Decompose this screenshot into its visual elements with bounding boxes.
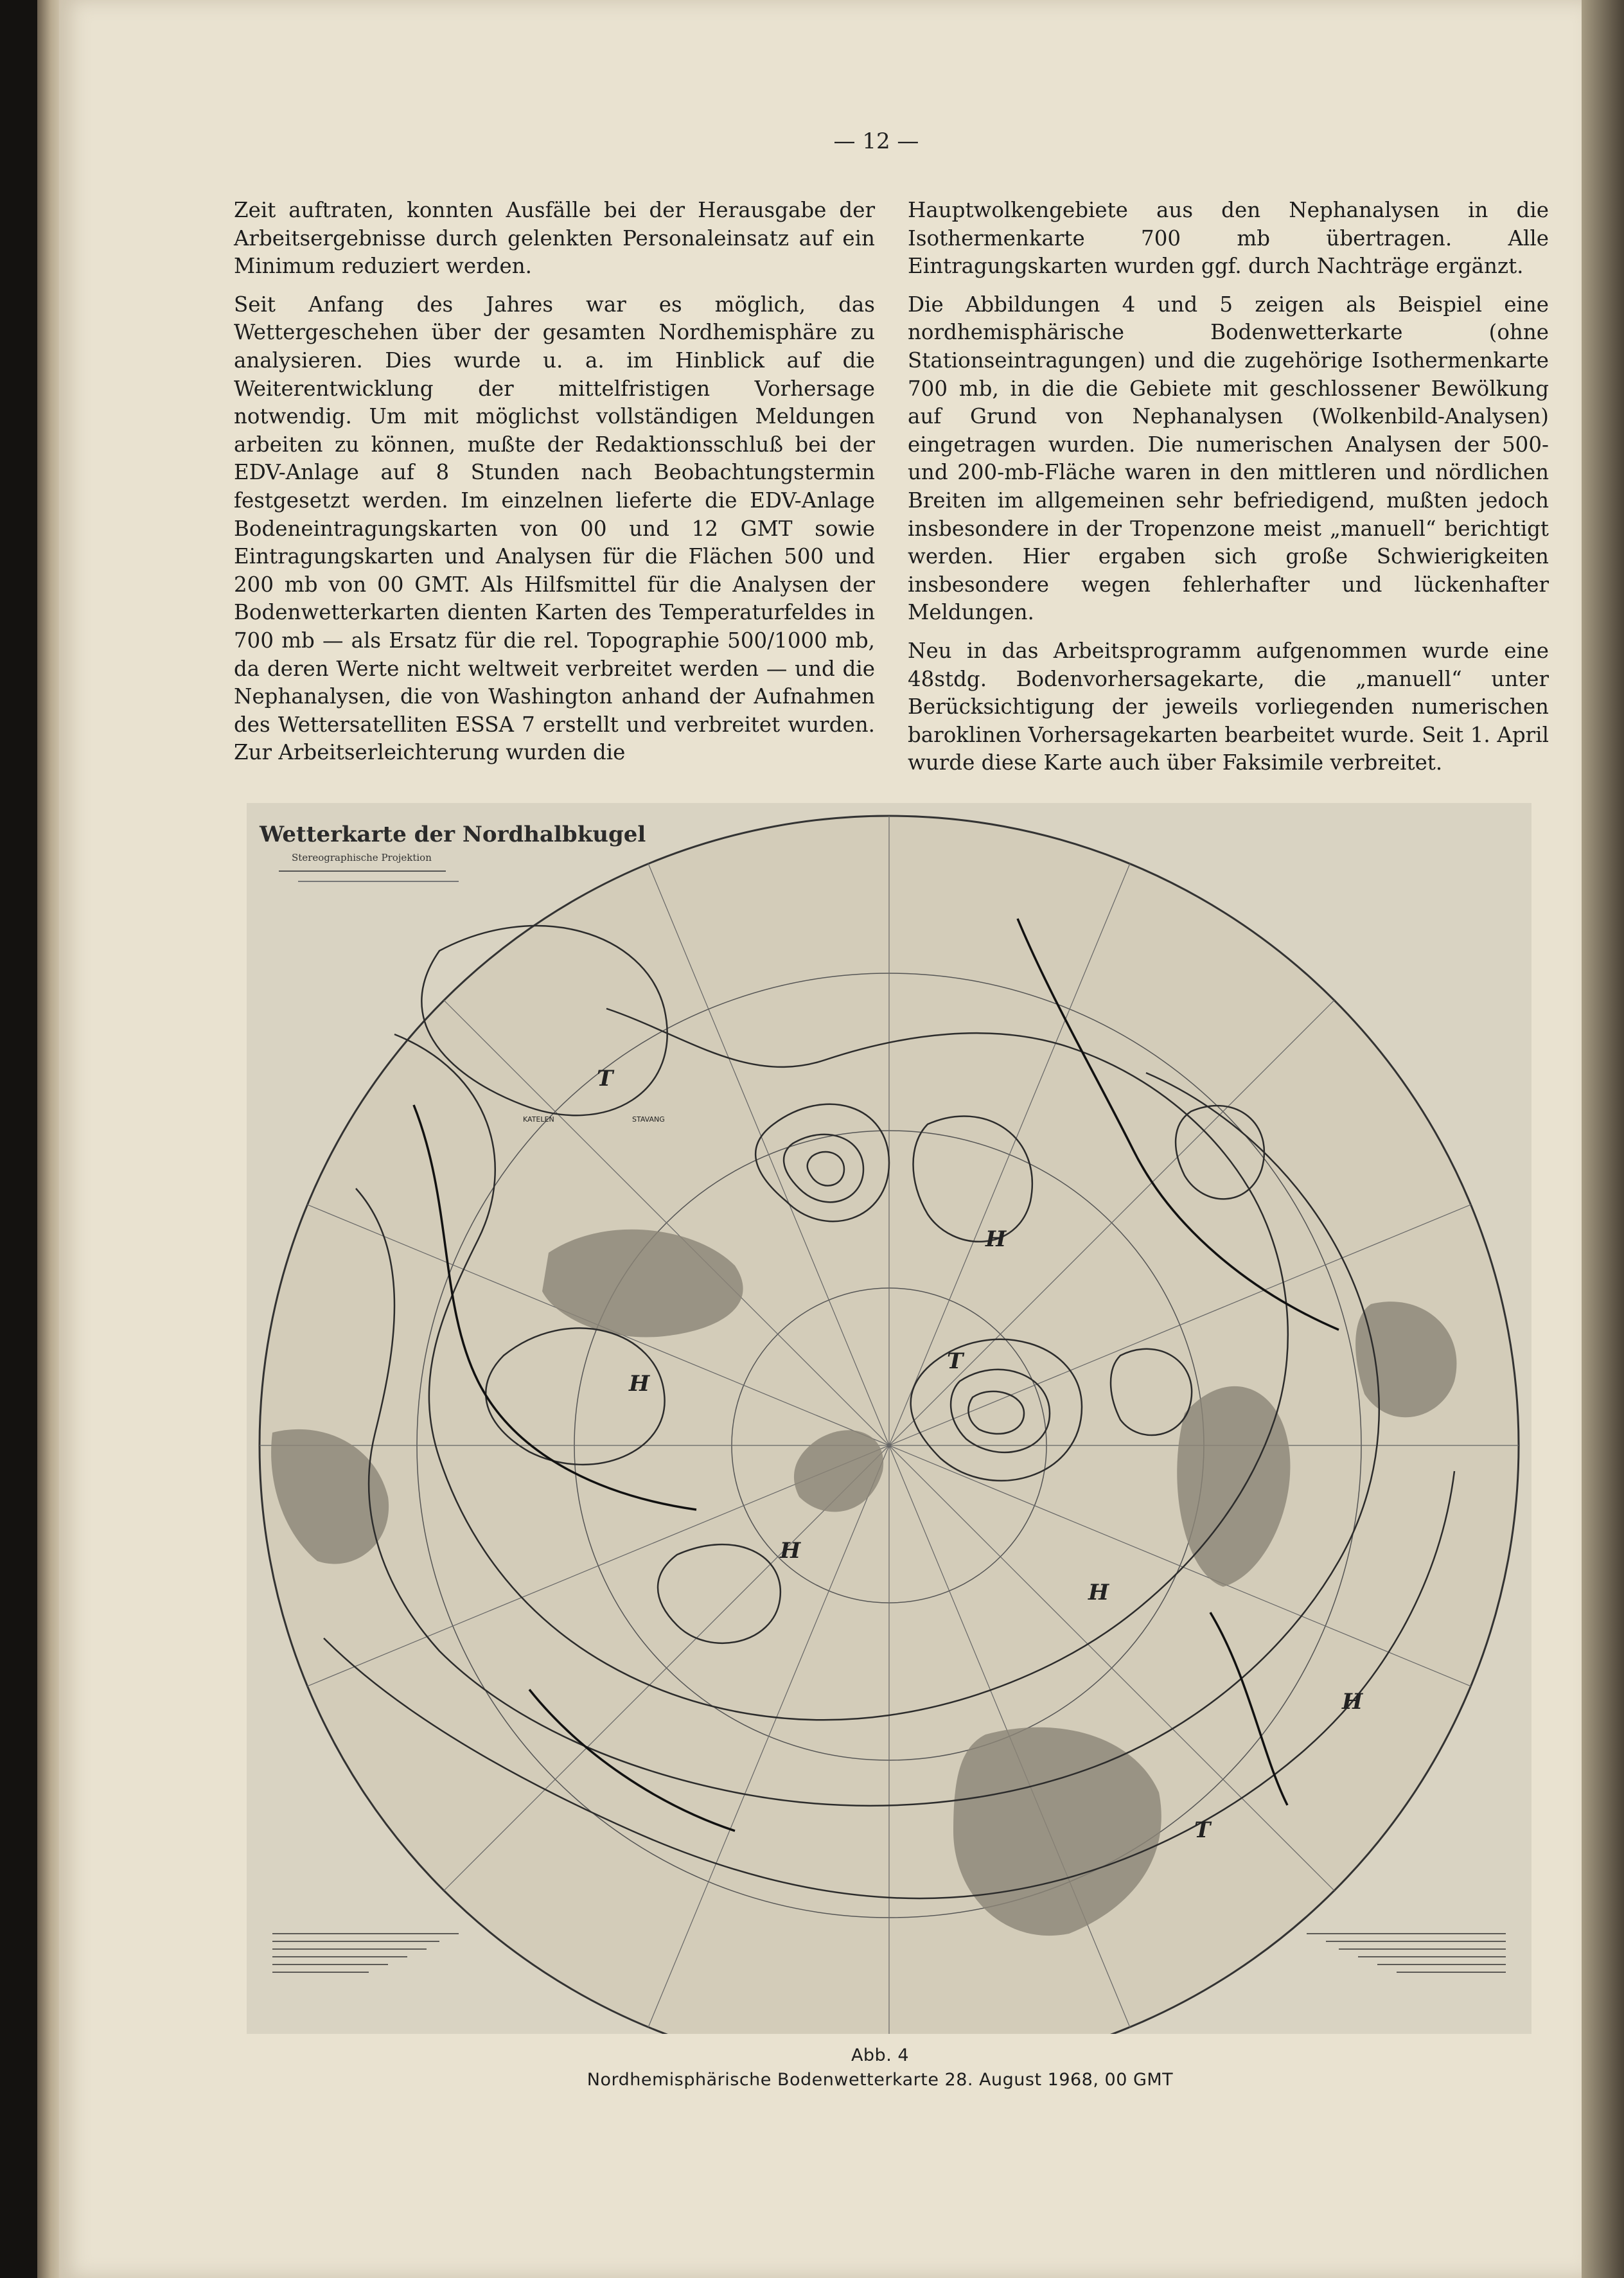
- pressure-label-high: H: [985, 1226, 1007, 1252]
- ship-station-label: KATELEN: [523, 1115, 554, 1124]
- pressure-label-high: H: [1088, 1580, 1109, 1605]
- paragraph: Hauptwolkengebiete aus den Nephanalysen in die Isothermenkarte 700 mb übertragen. Alle Eintragungskarten wurden ggf. durch Nachträge ergänzt.: [908, 198, 1549, 279]
- figure-number: Abb. 4: [851, 2045, 910, 2065]
- paragraph: Neu in das Arbeitsprogramm aufgenommen wurde eine 48stdg. Bodenvorhersagekarte, die „manuell“ unter Berücksichtigung der jeweils vorliegenden numerischen baroklinen Vorhersagekarten bearbeitet wurde. Seit 1. April wurde diese Karte auch über Faksimile verbreitet.: [908, 638, 1549, 775]
- paragraph: Zeit auftraten, konnten Ausfälle bei der Herausgabe der Arbeitsergebnisse durch gelenkten Personaleinsatz auf ein Minimum reduziert werden.: [234, 198, 875, 279]
- pressure-label-high: H: [780, 1538, 801, 1564]
- pressure-label-high: H: [1342, 1689, 1363, 1715]
- pressure-label-low: T: [1194, 1817, 1211, 1843]
- pressure-label-low: T: [597, 1066, 613, 1091]
- map-subtitle: Stereographische Projektion: [292, 852, 432, 863]
- figure-title: Nordhemisphärische Bodenwetterkarte 28. August 1968, 00 GMT: [587, 2070, 1174, 2090]
- figure-caption: [385, 2044, 1375, 2092]
- ship-station-label: STAVANG: [632, 1115, 665, 1124]
- pressure-label-low: T: [947, 1348, 964, 1374]
- paragraph: Seit Anfang des Jahres war es möglich, das Wettergeschehen über der gesamten Nordhemisphäre zu analysieren. Dies wurde u. a. im Hinblick auf die Weiterentwicklung der mittelfristigen Vorhersage notwendig. Um mit möglichst vollständigen Meldungen arbeiten zu können, mußte der Redaktionsschluß bei der EDV-Anlage auf 8 Stunden nach Beobachtungstermin festgesetzt werden. Im einzelnen lieferte die EDV-Anlage Bodeneintragungskarten von 00 und 12 GMT sowie Eintragungskarten und Analysen für die Flächen 500 und 200 mb von 00 GMT. Als Hilfsmittel für die Analysen der Bodenwetterkarten dienten Karten des Temperaturfeldes in 700 mb — als Ersatz für die rel. Topographie 500/1000 mb, da deren Werte nicht weltweit verbreitet werden — und die Nephanalysen, die von Washington anhand der Aufnahmen des Wettersatelliten ESSA 7 erstellt und verbreitet wurden. Zur Arbeitserleichterung wurden die: [234, 292, 875, 765]
- weather-map-figure: [247, 803, 1531, 2034]
- text-column-right: [908, 197, 1549, 788]
- page-number: — 12 —: [833, 128, 919, 154]
- weather-map: [247, 803, 1531, 2034]
- paragraph: Die Abbildungen 4 und 5 zeigen als Beispiel eine nordhemisphärische Bodenwetterkarte (ohne Stationseintragungen) und die zugehörige Isothermenkarte 700 mb, in die die Gebiete mit geschlossener Bewölkung auf Grund von Nephanalysen (Wolkenbild-Analysen) eingetragen wurden. Die numerischen Analysen der 500- und 200-mb-Fläche waren in den mittleren und nördlichen Breiten im allgemeinen sehr befriedigend, mußten jedoch insbesondere in der Tropenzone meist „manuell“ berichtigt werden. Hier ergaben sich große Schwierigkeiten insbesondere wegen fehlerhafter und lückenhafter Meldungen.: [908, 292, 1549, 625]
- pressure-label-high: H: [629, 1371, 650, 1397]
- map-title: Wetterkarte der Nordhalbkugel: [260, 822, 646, 847]
- text-column-left: [234, 197, 875, 777]
